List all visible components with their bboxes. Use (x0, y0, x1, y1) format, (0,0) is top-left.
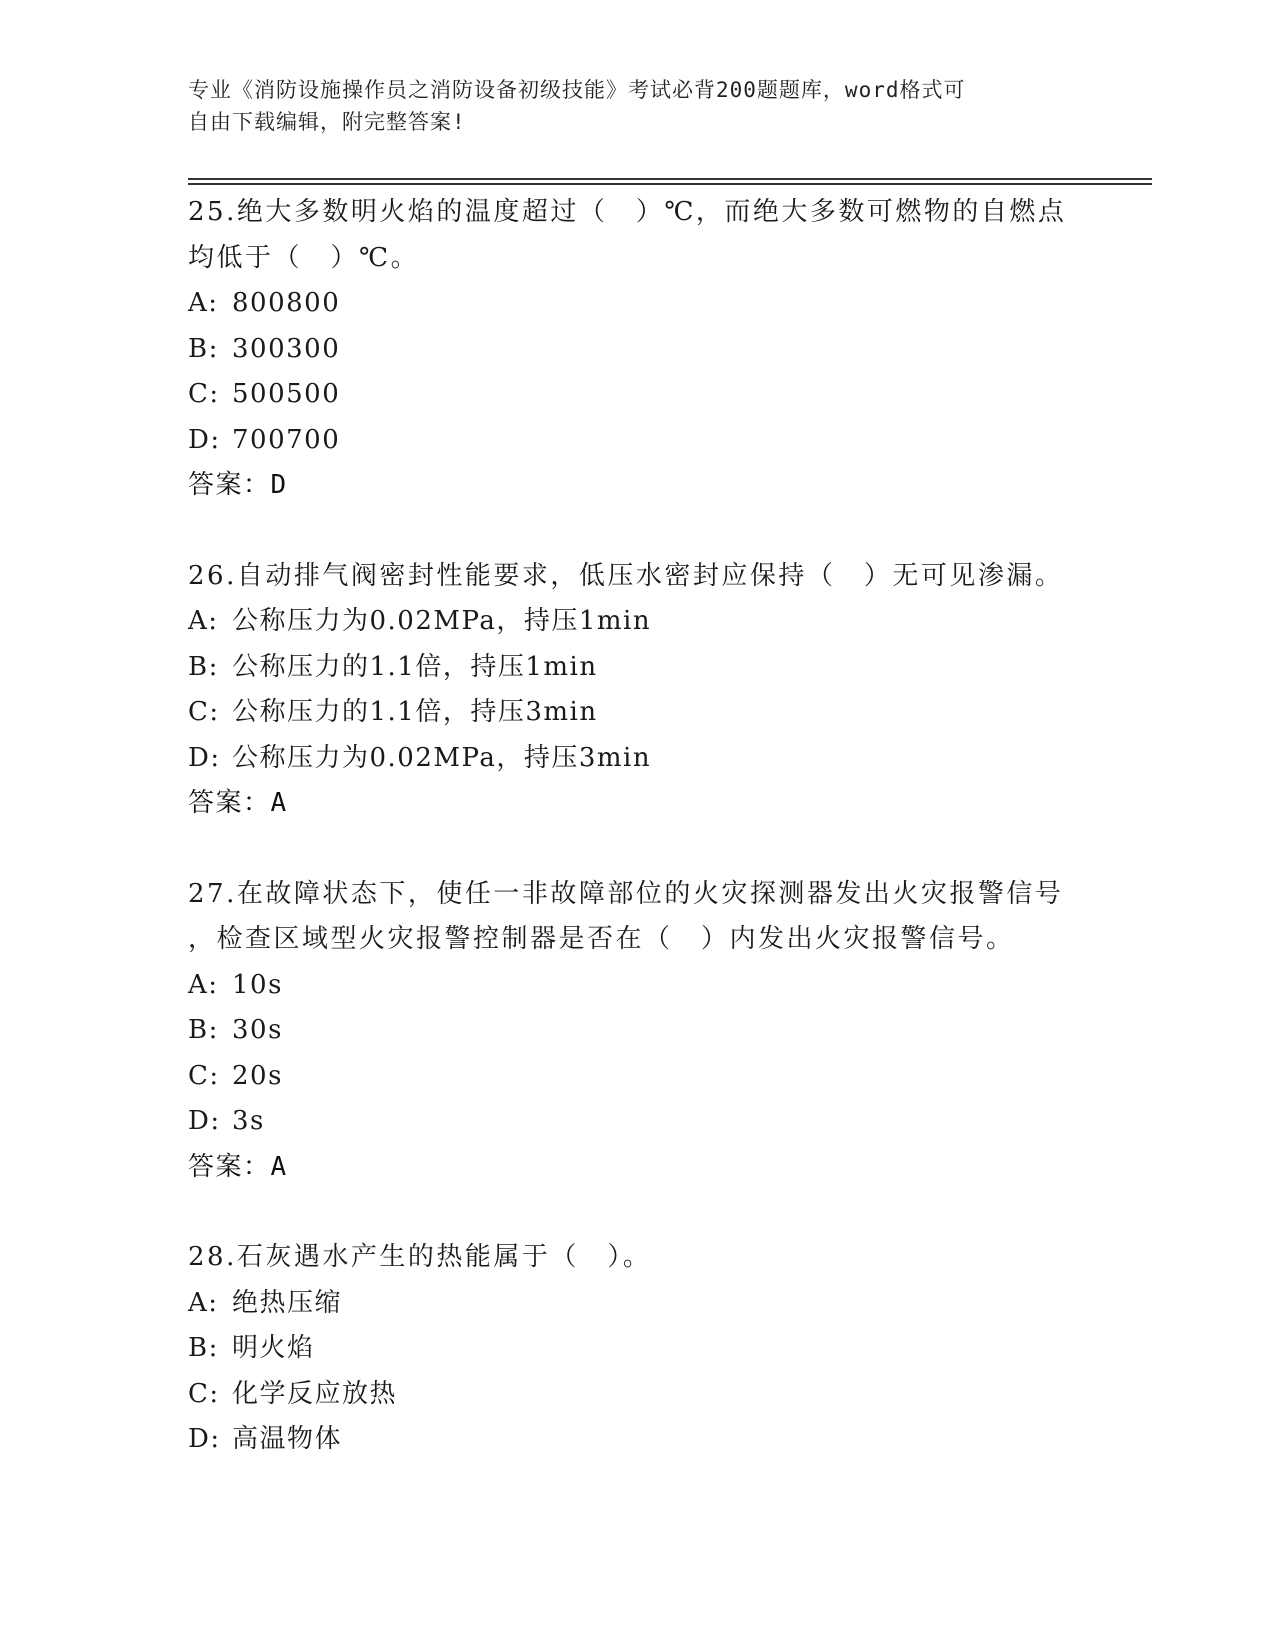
option-text: 500500 (232, 379, 341, 409)
option-letter: C: (188, 1378, 220, 1409)
option-text: 800800 (232, 288, 341, 318)
option-letter: A: (188, 288, 219, 318)
option-letter: C: (188, 379, 220, 409)
option-text: 明火焰 (232, 1333, 315, 1363)
option-letter: B: (188, 1015, 219, 1045)
option-letter: D: (188, 742, 221, 773)
answer-option (188, 1281, 1088, 1327)
answer-option (188, 1326, 1088, 1372)
header-divider-bottom (188, 183, 1152, 185)
option-text: 公称压力的1.1倍，持压1min (232, 651, 598, 682)
option-text: 3s (232, 1106, 265, 1136)
option-text: 20s (232, 1060, 283, 1091)
option-text: 30s (232, 1015, 283, 1045)
answer-option (188, 1054, 1088, 1100)
header-title-line-1: 专业《消防设施操作员之消防设备初级技能》考试必背200题题库，word格式可 (188, 78, 966, 102)
answer-option (188, 963, 1088, 1009)
answer-option (188, 736, 1088, 782)
option-text: 10s (232, 969, 283, 1000)
question-list (188, 190, 1088, 1463)
header-divider-top (188, 178, 1152, 180)
question-stem-line: ，检查区域型火灾报警控制器是否在（ ）内发出火灾报警信号。 (188, 924, 1015, 954)
option-letter: A: (188, 606, 219, 636)
question-stem-line: 25.绝大多数明火焰的温度超过（ ）℃，而绝大多数可燃物的自燃点 (188, 197, 1067, 227)
question-block (188, 554, 1088, 827)
question-block (188, 190, 1088, 509)
option-letter: A: (188, 969, 219, 1000)
answer-option (188, 1417, 1088, 1463)
answer-option (188, 1008, 1088, 1054)
option-letter: C: (188, 1060, 220, 1091)
question-stem-line: 27.在故障状态下，使任一非故障部位的火灾探测器发出火灾报警信号 (188, 878, 1064, 909)
document-header (188, 74, 1068, 138)
question-spacer (188, 827, 1088, 872)
option-text: 700700 (232, 424, 341, 455)
option-text: 300300 (232, 333, 341, 364)
answer-option (188, 1372, 1088, 1418)
option-text: 公称压力的1.1倍，持压3min (232, 697, 598, 727)
option-letter: D: (188, 1424, 221, 1454)
answer-option (188, 645, 1088, 691)
option-letter: B: (188, 1333, 219, 1363)
answer-key: 答案：A (188, 1151, 288, 1182)
question-stem-line: 均低于（ ）℃。 (188, 242, 420, 273)
question-block (188, 872, 1088, 1191)
option-letter: B: (188, 651, 219, 682)
option-letter: D: (188, 424, 221, 455)
answer-option (188, 599, 1088, 645)
option-letter: D: (188, 1106, 221, 1136)
header-title-line-2: 自由下载编辑，附完整答案! (188, 110, 466, 134)
option-letter: C: (188, 697, 220, 727)
question-stem-line: 26.自动排气阀密封性能要求，低压水密封应保持（ ）无可见渗漏。 (188, 560, 1064, 591)
option-text: 化学反应放热 (232, 1378, 398, 1409)
option-text: 公称压力为0.02MPa，持压1min (232, 606, 652, 636)
answer-option (188, 372, 1088, 418)
option-text: 高温物体 (232, 1424, 343, 1454)
question-spacer (188, 509, 1088, 554)
option-text: 公称压力为0.02MPa，持压3min (232, 742, 652, 773)
question-block (188, 1235, 1088, 1463)
answer-option (188, 327, 1088, 373)
answer-option (188, 418, 1088, 464)
answer-key: 答案：D (188, 470, 288, 500)
question-stem-line: 28.石灰遇水产生的热能属于（ ）。 (188, 1242, 652, 1272)
option-letter: A: (188, 1287, 219, 1318)
answer-option (188, 281, 1088, 327)
answer-option (188, 690, 1088, 736)
question-spacer (188, 1190, 1088, 1235)
option-text: 绝热压缩 (232, 1287, 343, 1318)
option-letter: B: (188, 333, 219, 364)
answer-key: 答案：A (188, 788, 288, 818)
answer-option (188, 1099, 1088, 1145)
